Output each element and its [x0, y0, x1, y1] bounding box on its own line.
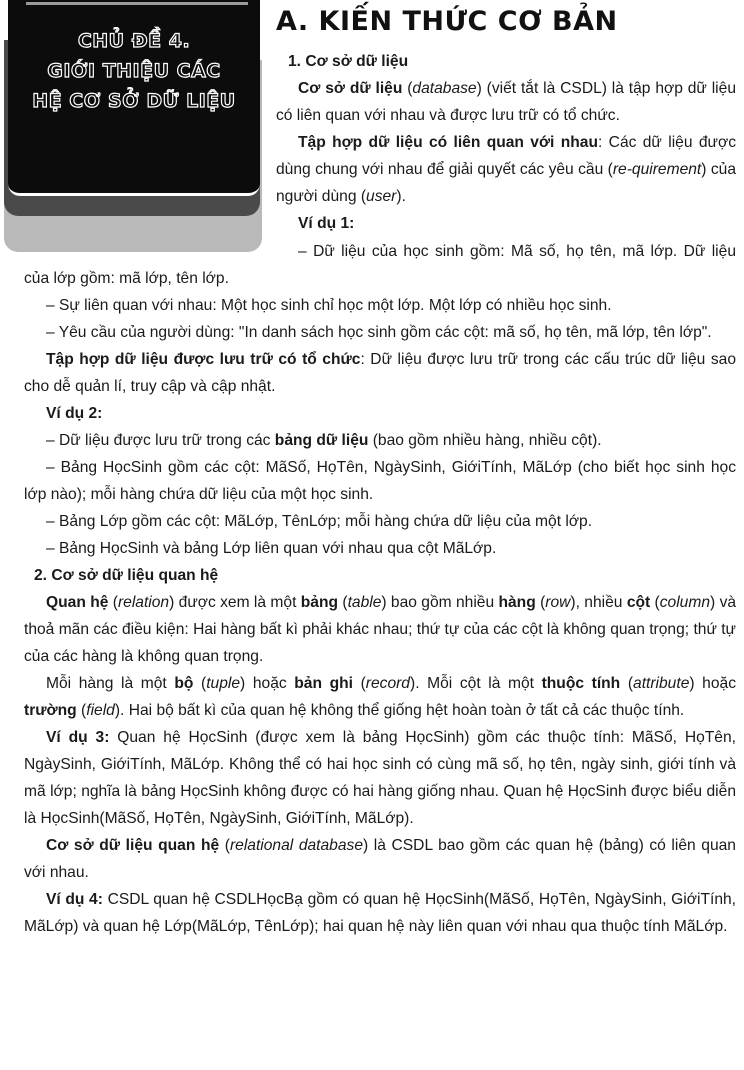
example-1-item-3: – Yêu cầu của người dùng: "In danh sách học sinh gồm các cột: mã số, họ tên, mã lớp, tên lớp".	[46, 324, 712, 341]
heading-1: 1. Cơ sở dữ liệu	[288, 53, 409, 70]
term-relational-database: Cơ sở dữ liệu quan hệ	[46, 837, 220, 854]
text: ).	[396, 188, 406, 205]
term-relation-en: relation	[117, 594, 170, 611]
example-2-item-1	[24, 427, 736, 454]
text: Quan hệ HọcSinh (được xem là bảng HọcSinh) gồm các thuộc tính: MãSố, HọTên, NgàySinh, GiớiTính, MãLớp. Không thể có hai học sinh có cùng mã số, họ tên, ngày sinh, giới tính và mã lớp; nghĩa là bảng HọcSinh không được có hai hàng giống nhau. Quan hệ HọcSinh được biểu diễn là HọcSinh(MãSố, HọTên, NgàySinh, GiớiTính, MãLớp).	[24, 729, 736, 827]
banner-line-2: GIỚI THIỆU CÁC	[47, 60, 221, 82]
term-column: cột	[626, 594, 651, 611]
term-database-en: database	[412, 80, 477, 97]
paragraph-tuple: Mỗi hàng là một bộ (tuple) hoặc bản ghi (record). Mỗi cột là một thuộc tính (attribute) hoặc trường (field). Hai bộ bất kì của quan hệ không thể giống hệt hoàn toàn ở tất cả các thuộc tính.	[24, 675, 736, 719]
example-3-label: Ví dụ 3:	[46, 729, 110, 746]
text: CSDL quan hệ CSDLHọcBạ gồm có quan hệ HọcSinh(MãSố, HọTên, NgàySinh, GiớiTính, MãLớp) và quan hệ Lớp(MãLớp, TênLớp); hai quan hệ này liên quan với nhau qua thuộc tính MãLớp.	[24, 891, 736, 935]
paragraph-related-data	[276, 129, 736, 210]
example-3	[24, 724, 736, 832]
text: . Mỗi cột là một	[415, 675, 542, 692]
heading-2: 2. Cơ sở dữ liệu quan hệ	[34, 567, 219, 584]
term-tuple: bộ	[174, 675, 194, 692]
paragraph-relational-database: Cơ sở dữ liệu quan hệ (relational database) là CSDL bao gồm các quan hệ (bảng) có liên quan với nhau.	[24, 837, 736, 881]
term-record: bản ghi	[294, 675, 353, 692]
paragraph-relation: Quan hệ (relation) được xem là một bảng (table) bao gồm nhiều hàng (row), nhiều cột (column) và thoả mãn các điều kiện: Hai hàng bất kì phải khác nhau; thứ tự của các cột là không quan trọng; thứ tự của các hàng là không quan trọng.	[24, 594, 737, 665]
example-4	[24, 886, 736, 940]
term-database: Cơ sở dữ liệu	[298, 80, 403, 97]
text: và thoả mãn các điều kiện: Hai hàng bất kì phải khác nhau; thứ tự của các cột là không quan trọng; thứ tự của các hàng là không quan trọng.	[24, 594, 737, 665]
term-row-en: row	[545, 594, 571, 611]
term-relational-database-en: relational database	[229, 837, 363, 854]
example-2-item-2: – Bảng HọcSinh gồm các cột: MãSố, HọTên, NgàySinh, GiớiTính, MãLớp (cho biết học sinh học lớp nào); mỗi hàng chứa dữ liệu của một học sinh.	[24, 459, 736, 503]
banner-title	[8, 26, 260, 116]
text: là CSDL bao gồm các quan hệ (bảng) có liên quan với nhau.	[24, 837, 736, 881]
example-1-item-2: – Sự liên quan với nhau: Một học sinh chỉ học một lớp. Một lớp có nhiều học sinh.	[46, 297, 612, 314]
term-column-en: column	[659, 594, 711, 611]
text: . Hai bộ bất kì của quan hệ không thể giống hệt hoàn toàn ở tất cả các thuộc tính.	[120, 702, 685, 719]
text: Mỗi hàng là một	[46, 675, 175, 692]
banner-line-3: HỆ CƠ SỞ DỮ LIỆU	[32, 90, 236, 112]
term-organized-data: Tập hợp dữ liệu được lưu trữ có tổ chức	[46, 351, 361, 368]
term-attribute-en: attribute	[633, 675, 690, 692]
definition-text: (viết tắt là CSDL) là tập hợp dữ liệu có liên quan với nhau và được lưu trữ có tổ chức.	[276, 80, 736, 124]
term-data-table: bảng dữ liệu	[274, 432, 369, 449]
banner-line-1: CHỦ ĐỀ 4.	[77, 30, 191, 52]
term-table: bảng	[300, 594, 339, 611]
text: (bao gồm nhiều hàng, nhiều cột).	[368, 432, 602, 449]
term-relation: Quan hệ	[46, 594, 109, 611]
paragraph-organized-data	[24, 346, 736, 400]
term-record-en: record	[365, 675, 410, 692]
example-1-item-1: – Dữ liệu của học sinh gồm: Mã số, họ tên, mã lớp. Dữ liệu của lớp gồm: mã lớp, tên lớp.	[24, 243, 736, 287]
term-related-data: Tập hợp dữ liệu có liên quan với nhau	[298, 134, 598, 151]
term-field-en: field	[86, 702, 115, 719]
term-row: hàng	[498, 594, 536, 611]
paragraph-database-definition: Cơ sở dữ liệu (database) (viết tắt là CSDL) là tập hợp dữ liệu có liên quan với nhau và được lưu trữ có tổ chức.	[276, 80, 736, 124]
section-title: A. KIẾN THỨC CƠ BẢN	[276, 6, 618, 37]
text: : Dữ liệu được lưu trữ trong các cấu trúc dữ liệu sao cho dễ quản lí, truy cập và cập nhật.	[24, 351, 737, 395]
text: : Các dữ liệu được dùng chung với nhau để giải quyết các yêu cầu (	[276, 134, 736, 178]
section-1-intro	[276, 48, 736, 237]
term-user: user	[366, 188, 397, 205]
term-field: trường	[24, 702, 77, 719]
term-attribute: thuộc tính	[541, 675, 621, 692]
example-4-label: Ví dụ 4:	[46, 891, 103, 908]
banner-top-line	[26, 2, 248, 5]
example-2-item-4: – Bảng HọcSinh và bảng Lớp liên quan với nhau qua cột MãLớp.	[46, 540, 497, 557]
topic-banner	[4, 0, 262, 252]
text: hoặc	[694, 675, 736, 692]
text: hoặc	[245, 675, 295, 692]
term-requirement: re-quirement	[612, 161, 702, 178]
example-2-label: Ví dụ 2:	[46, 405, 103, 422]
term-tuple-en: tuple	[206, 675, 241, 692]
example-1-label: Ví dụ 1:	[298, 215, 355, 232]
example-1-list	[24, 238, 736, 940]
text: ) của người dùng (	[276, 161, 736, 205]
term-table-en: table	[347, 594, 382, 611]
text: bao gồm nhiều	[386, 594, 499, 611]
text: , nhiều	[575, 594, 627, 611]
text: – Dữ liệu được lưu trữ trong các	[46, 432, 275, 449]
example-2-item-3: – Bảng Lớp gồm các cột: MãLớp, TênLớp; mỗi hàng chứa dữ liệu của một lớp.	[46, 513, 593, 530]
text: được xem là một	[174, 594, 301, 611]
